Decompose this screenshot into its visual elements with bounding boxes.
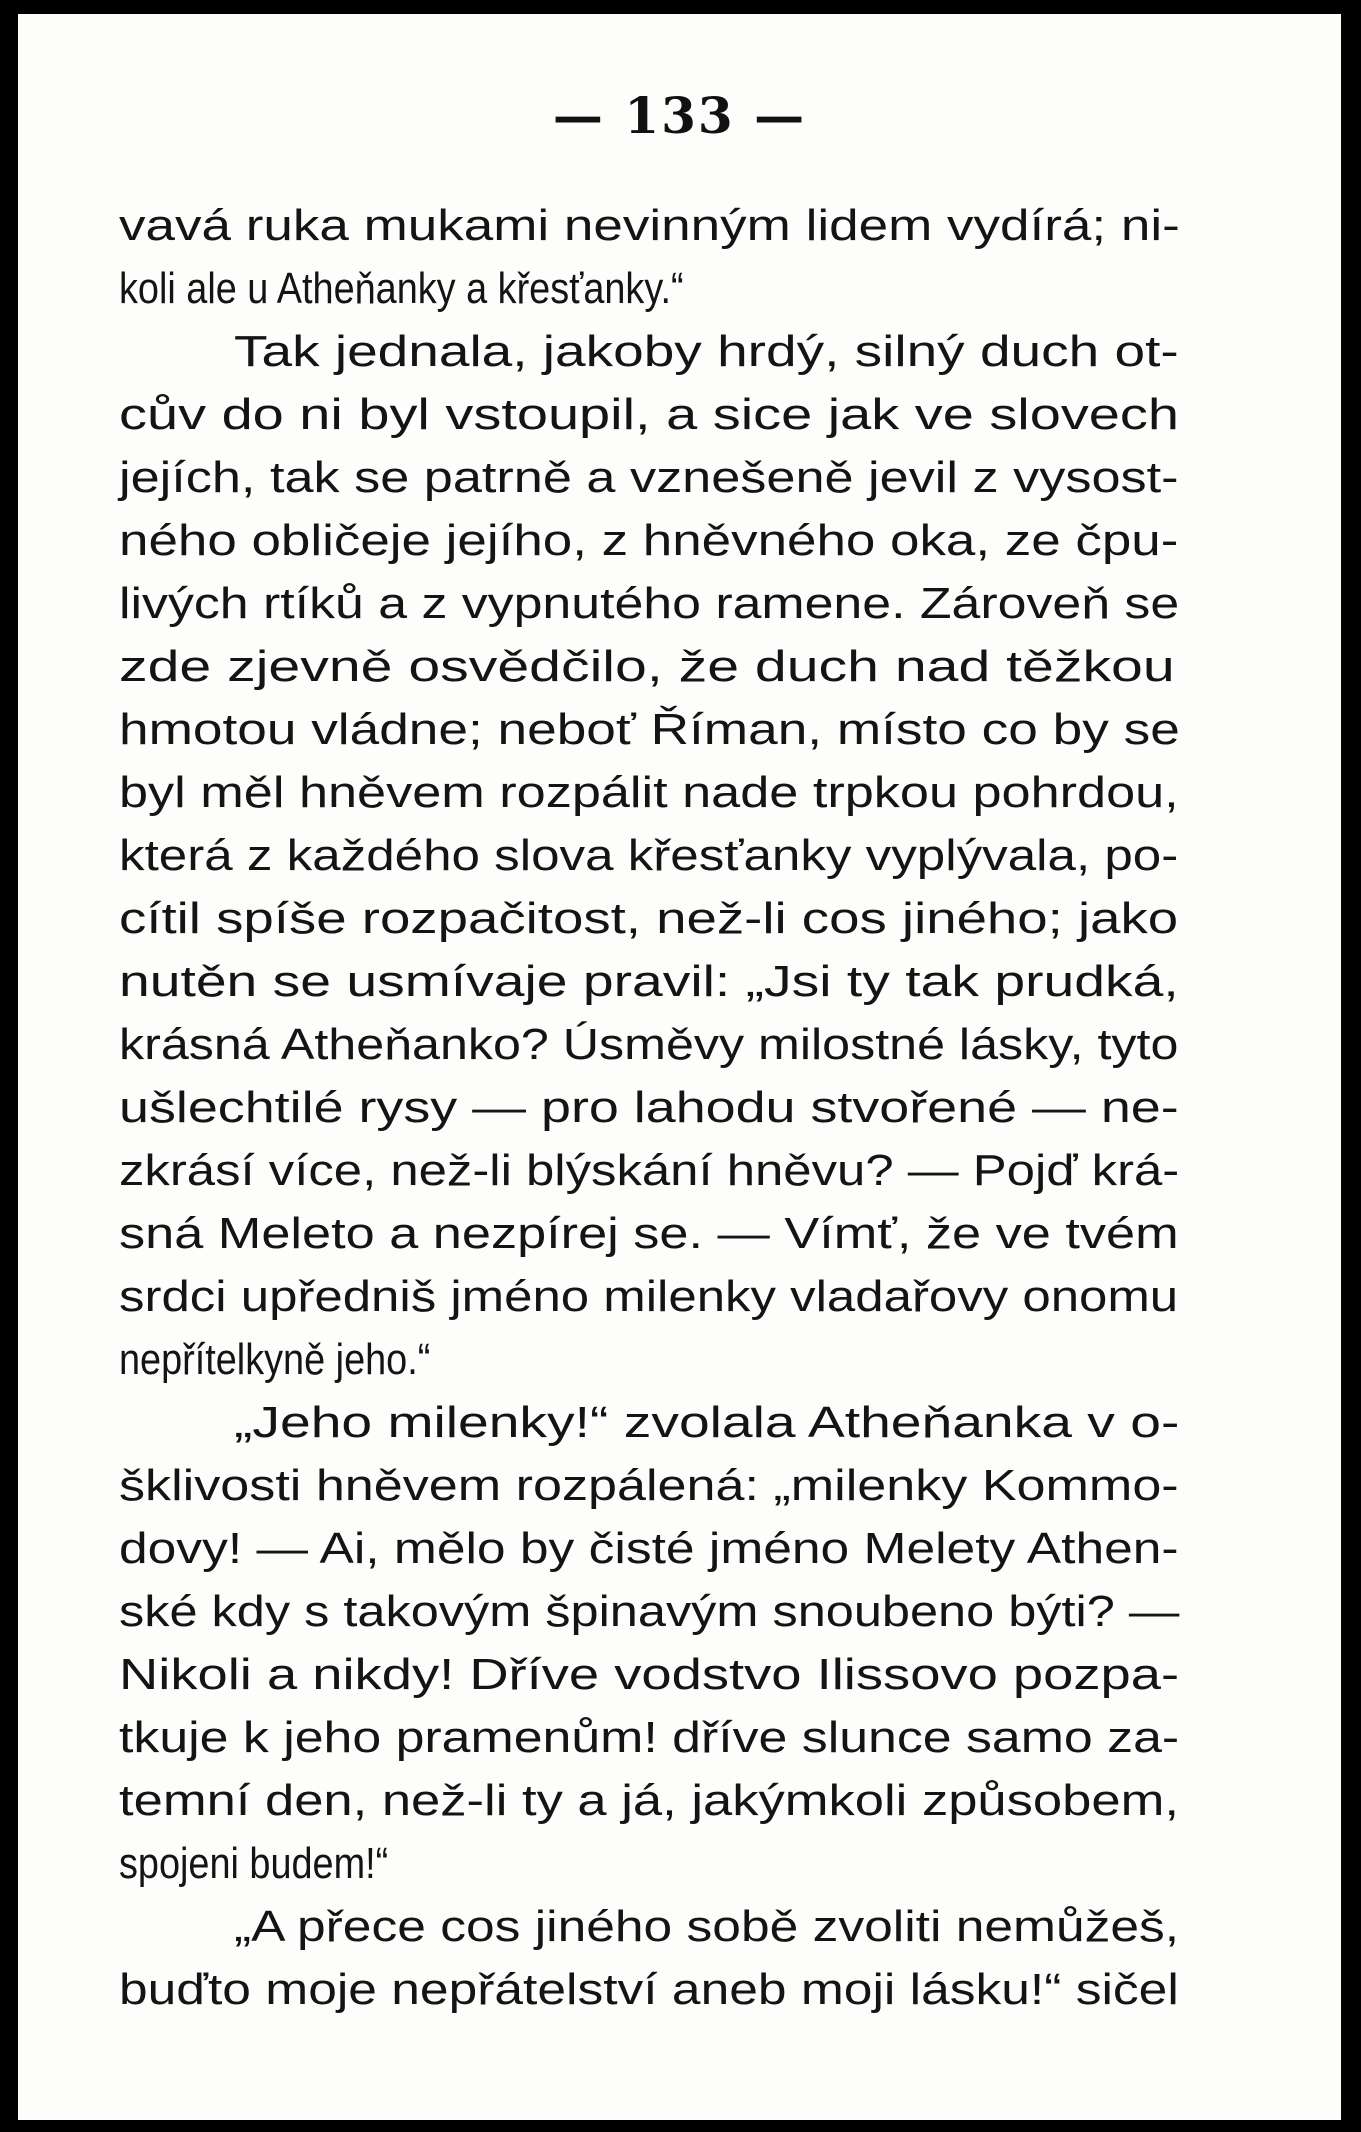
text-line: ného obličeje jejího, z hněvného oka, ze čpu- <box>119 516 1179 565</box>
text-line: zkrásí více, než-li blýskání hněvu? — Pojď krá- <box>119 1146 1180 1195</box>
text-line: vavá ruka mukami nevinným lidem vydírá; ni- <box>119 201 1180 250</box>
body-text <box>119 194 1179 2021</box>
paragraph-start-line: „Jeho milenky!“ zvolala Atheňanka v o- <box>234 1398 1180 1447</box>
text-line: cítil spíše rozpačitost, než-li cos jiného; jako <box>119 894 1179 943</box>
text-line: ušlechtilé rysy — pro lahodu stvořené — ne- <box>119 1083 1179 1132</box>
text-line: dovy! — Ai, mělo by čisté jméno Melety Athen- <box>119 1524 1179 1573</box>
text-line: livých rtíků a z vypnutého ramene. Zároveň se <box>119 579 1180 628</box>
text-line: sná Meleto a nezpírej se. — Vímť, že ve tvém <box>119 1209 1179 1258</box>
text-line: jejích, tak se patrně a vznešeně jevil z vysost- <box>119 453 1179 502</box>
text-line: cův do ni byl vstoupil, a sice jak ve slovech <box>119 390 1179 439</box>
text-line: spojeni budem!“ <box>119 1839 389 1888</box>
text-line: krásná Atheňanko? Úsměvy milostné lásky, tyto <box>119 1020 1179 1069</box>
text-line: koli ale u Atheňanky a křesťanky.“ <box>119 264 684 313</box>
text-line: nepřítelkyně jeho.“ <box>119 1335 431 1384</box>
text-line: tkuje k jeho pramenům! dříve slunce samo za- <box>119 1713 1180 1762</box>
text-line: hmotou vládne; neboť Říman, místo co by se <box>119 705 1180 754</box>
text-line: nutěn se usmívaje pravil: „Jsi ty tak prudká, <box>119 957 1179 1006</box>
text-line: byl měl hněvem rozpálit nade trpkou pohrdou, <box>119 768 1179 817</box>
text-line: buďto moje nepřátelství aneb moji lásku!“ sičel <box>119 1965 1179 2014</box>
paragraph-start-line: „A přece cos jiného sobě zvoliti nemůžeš, <box>234 1902 1180 1951</box>
paragraph-start-line: Tak jednala, jakoby hrdý, silný duch ot- <box>234 327 1179 376</box>
text-line: Nikoli a nikdy! Dříve vodstvo Ilissovo pozpa- <box>119 1650 1180 1699</box>
text-line: která z každého slova křesťanky vyplývala, po- <box>119 831 1179 880</box>
text-line: zde zjevně osvědčilo, že duch nad těžkou <box>119 642 1175 691</box>
text-line: temní den, než-li ty a já, jakýmkoli způsobem, <box>119 1776 1179 1825</box>
book-page <box>18 14 1341 2120</box>
text-line: šklivosti hněvem rozpálená: „milenky Kommo- <box>119 1461 1179 1510</box>
page-number: — 133 — <box>552 86 807 145</box>
text-line: ské kdy s takovým špinavým snoubeno býti? — <box>119 1587 1180 1636</box>
text-line: srdci upředniš jméno milenky vladařovy onomu <box>119 1272 1179 1321</box>
